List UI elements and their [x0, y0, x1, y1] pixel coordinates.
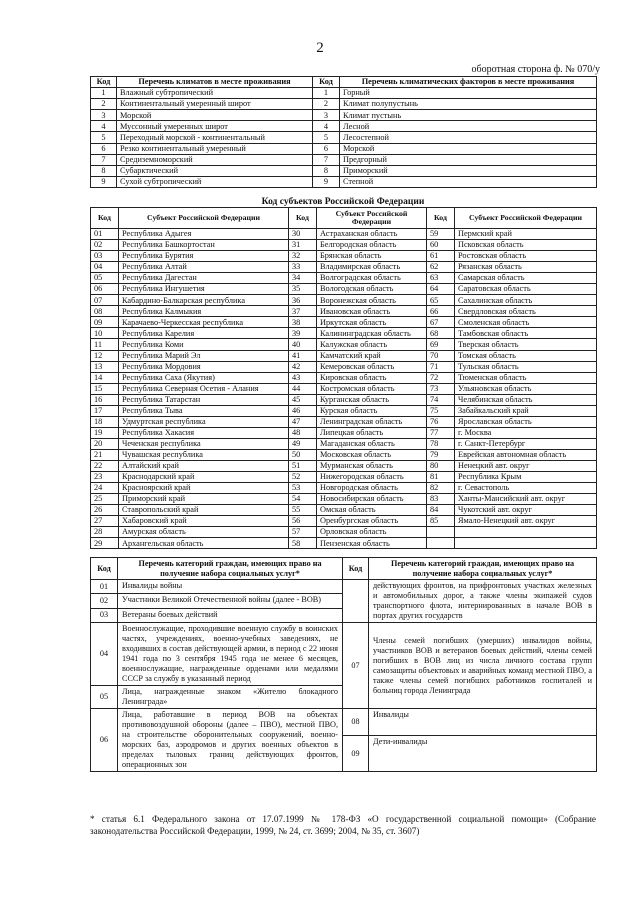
- climate-code: 9: [91, 176, 117, 187]
- subject-code: 24: [91, 483, 119, 494]
- climate-code: 7: [91, 154, 117, 165]
- climate-name: Континентальный умеренный широт: [117, 99, 313, 110]
- category-code: 07: [343, 623, 369, 709]
- subject-name: Амурская область: [119, 527, 289, 538]
- subject-code: 21: [91, 449, 119, 460]
- climate-code: 4: [91, 121, 117, 132]
- subject-code: 44: [289, 383, 317, 394]
- subject-code: 81: [427, 472, 455, 483]
- subject-name: Саратовская область: [455, 284, 597, 295]
- category-code: 09: [343, 736, 369, 772]
- climate-row: [91, 121, 597, 132]
- categories-header-row: [91, 558, 597, 580]
- subject-name: Тульская область: [455, 361, 597, 372]
- subject-name: Курганская область: [317, 394, 427, 405]
- subject-code: 42: [289, 361, 317, 372]
- subject-code: 62: [427, 262, 455, 273]
- category-code: 06: [91, 709, 118, 772]
- subject-code: 40: [289, 339, 317, 350]
- subject-name: Красноярский край: [119, 483, 289, 494]
- factor-code-header: Код: [313, 77, 340, 88]
- category-text-continuation: действующих фронтов, на прифронтовых участках железных и автомобильных дорог, а также члены экипажей судов транспортного флота, интернированных в начале ВОВ в портах других государств: [369, 580, 597, 623]
- category-list-header: Перечень категорий граждан, имеющих право на получение набора социальных услуг*: [369, 558, 597, 580]
- subject-name: Чеченская республика: [119, 438, 289, 449]
- climate-name: Субарктический: [117, 165, 313, 176]
- climate-code: 8: [91, 165, 117, 176]
- category-text: Ветераны боевых действий: [118, 608, 343, 622]
- factor-name: Морской: [340, 143, 597, 154]
- subject-code: 58: [289, 538, 317, 549]
- subject-code: 33: [289, 262, 317, 273]
- subject-code: 74: [427, 394, 455, 405]
- subject-name: Астраханская область: [317, 229, 427, 240]
- page-number: 2: [316, 40, 324, 56]
- subject-name: Республика Хакасия: [119, 427, 289, 438]
- subject-name: Свердловская область: [455, 306, 597, 317]
- subject-name: Забайкальский край: [455, 405, 597, 416]
- climate-row: [91, 99, 597, 110]
- subject-name: [455, 538, 597, 549]
- subject-name: Иркутская область: [317, 317, 427, 328]
- subject-code: 23: [91, 472, 119, 483]
- climate-row: [91, 132, 597, 143]
- subject-row: [91, 350, 597, 361]
- subject-name: Ненецкий авт. округ: [455, 460, 597, 471]
- category-list-header: Перечень категорий граждан, имеющих право на получение набора социальных услуг*: [118, 558, 343, 580]
- subject-code: 83: [427, 494, 455, 505]
- category-code: 04: [91, 623, 118, 686]
- subject-name: Кабардино-Балкарская республика: [119, 295, 289, 306]
- subject-name: Краснодарский край: [119, 472, 289, 483]
- subject-code: 13: [91, 361, 119, 372]
- subject-code: 66: [427, 306, 455, 317]
- subject-code: 14: [91, 372, 119, 383]
- subject-name: Республика Алтай: [119, 262, 289, 273]
- subject-name-header: Субъект Российской Федерации: [317, 208, 427, 229]
- subject-code: 15: [91, 383, 119, 394]
- subject-code: 59: [427, 229, 455, 240]
- subject-code: 65: [427, 295, 455, 306]
- subject-code: 25: [91, 494, 119, 505]
- subject-code: 17: [91, 405, 119, 416]
- category-row: [91, 623, 597, 686]
- subject-code: 07: [91, 295, 119, 306]
- climate-name: Средиземноморский: [117, 154, 313, 165]
- subject-name: Карачаево-Черкесская республика: [119, 317, 289, 328]
- footnote: * статья 6.1 Федерального закона от 17.07.1999 № 178-ФЗ «О государственной социальной помощи» (Собрание законодательства Российской Федерации, 1999, № 24, ст. 3699; 2004, № 35, ст. 3607): [90, 814, 596, 836]
- climate-code: 5: [91, 132, 117, 143]
- subject-code: 70: [427, 350, 455, 361]
- category-text: Лица, работавшие в период ВОВ на объектах противовоздушной обороны (далее – ПВО), местной ПВО, на строительстве оборонительных сооружений, военно-морских баз, аэродромов и других военных объектов в пределах тыловых границ действующих фронтов, операционных зон: [118, 709, 343, 772]
- subject-code: 55: [289, 505, 317, 516]
- subject-code: [427, 527, 455, 538]
- subject-code: 03: [91, 251, 119, 262]
- subject-name: Ставропольский край: [119, 505, 289, 516]
- subject-row: [91, 262, 597, 273]
- factor-code: 6: [313, 143, 340, 154]
- subject-row: [91, 472, 597, 483]
- subject-name: Приморский край: [119, 494, 289, 505]
- subject-name: Республика Башкортостан: [119, 240, 289, 251]
- climate-code-header: Код: [91, 77, 117, 88]
- subject-code: 26: [91, 505, 119, 516]
- subject-code: 64: [427, 284, 455, 295]
- subject-code: 73: [427, 383, 455, 394]
- subject-row: [91, 306, 597, 317]
- subject-code: 29: [91, 538, 119, 549]
- subject-row: [91, 527, 597, 538]
- subject-name: Республика Северная Осетия - Алания: [119, 383, 289, 394]
- subject-code: 08: [91, 306, 119, 317]
- factor-code: 1: [313, 88, 340, 99]
- subject-name: Смоленская область: [455, 317, 597, 328]
- subject-code: 41: [289, 350, 317, 361]
- subject-name: Воронежская область: [317, 295, 427, 306]
- factor-name: Приморский: [340, 165, 597, 176]
- climate-name: Сухой субтропический: [117, 176, 313, 187]
- subject-code: 54: [289, 494, 317, 505]
- subject-code: 84: [427, 505, 455, 516]
- subject-name: Республика Татарстан: [119, 394, 289, 405]
- subject-row: [91, 295, 597, 306]
- subject-code: 50: [289, 449, 317, 460]
- climate-row: [91, 165, 597, 176]
- subject-name: Новгородская область: [317, 483, 427, 494]
- climate-name: Переходный морской - континентальный: [117, 132, 313, 143]
- subject-name: Московская область: [317, 449, 427, 460]
- climate-code: 6: [91, 143, 117, 154]
- subject-code: 56: [289, 516, 317, 527]
- subject-name: Калужская область: [317, 339, 427, 350]
- subject-code: 78: [427, 438, 455, 449]
- subject-name: Ханты-Мансийский авт. округ: [455, 494, 597, 505]
- subject-name: Ульяновская область: [455, 383, 597, 394]
- category-text: Инвалиды: [369, 709, 597, 736]
- subject-code: 63: [427, 273, 455, 284]
- subject-name: Республика Марий Эл: [119, 350, 289, 361]
- subject-name: г. Санкт-Петербург: [455, 438, 597, 449]
- subject-name: Алтайский край: [119, 460, 289, 471]
- subject-code: 69: [427, 339, 455, 350]
- category-text: Члены семей погибших (умерших) инвалидов войны, участников ВОВ и ветеранов боевых действий, члены семей погибших в ВОВ лиц из числа личного состава групп самозащиты объектовых и аварийных команд местной ПВО, а также члены семей погибших работников госпиталей и больниц города Ленинграда: [369, 623, 597, 709]
- subject-code: 43: [289, 372, 317, 383]
- subject-code: 61: [427, 251, 455, 262]
- subject-name: Нижегородская область: [317, 472, 427, 483]
- climate-row: [91, 176, 597, 187]
- climate-row: [91, 154, 597, 165]
- factor-name: Лесостепной: [340, 132, 597, 143]
- category-text: Военнослужащие, проходившие военную службу в воинских частях, учреждениях, военно-учебных заведениях, не входивших в состав действующей армии, в период с 22 июня 1941 года по 3 сентября 1945 года не менее 6 месяцев, военнослужащие, награжденные орденами или медалями СССР за службу в указанный период: [118, 623, 343, 686]
- subject-name: [455, 527, 597, 538]
- subject-code: 75: [427, 405, 455, 416]
- category-code-header: Код: [343, 558, 369, 580]
- subject-code: 06: [91, 284, 119, 295]
- subject-name: Орловская область: [317, 527, 427, 538]
- factor-code: 3: [313, 110, 340, 121]
- subject-name: Белгородская область: [317, 240, 427, 251]
- factor-code: 4: [313, 121, 340, 132]
- factor-name: Климат полупустынь: [340, 99, 597, 110]
- subject-row: [91, 416, 597, 427]
- subject-name: Сахалинская область: [455, 295, 597, 306]
- subject-code: 27: [91, 516, 119, 527]
- subject-code: 01: [91, 229, 119, 240]
- factor-code: 8: [313, 165, 340, 176]
- subject-code: 19: [91, 427, 119, 438]
- subject-code: 05: [91, 273, 119, 284]
- subject-code: 39: [289, 328, 317, 339]
- category-row: [91, 709, 597, 736]
- subject-code: 60: [427, 240, 455, 251]
- subject-row: [91, 284, 597, 295]
- subject-row: [91, 494, 597, 505]
- subject-name: Республика Дагестан: [119, 273, 289, 284]
- subject-name-header: Субъект Российской Федерации: [119, 208, 289, 229]
- subject-name: Еврейская автономная область: [455, 449, 597, 460]
- subject-name: Чувашская республика: [119, 449, 289, 460]
- subject-name: Республика Калмыкия: [119, 306, 289, 317]
- category-text: Инвалиды войны: [118, 580, 343, 594]
- subject-code: 68: [427, 328, 455, 339]
- subject-code: 32: [289, 251, 317, 262]
- subject-name: Волгоградская область: [317, 273, 427, 284]
- subject-code: 11: [91, 339, 119, 350]
- subject-code: 38: [289, 317, 317, 328]
- subject-code: 30: [289, 229, 317, 240]
- subject-row: [91, 339, 597, 350]
- subject-name: Омская область: [317, 505, 427, 516]
- subject-code: 82: [427, 483, 455, 494]
- subject-name: Ленинградская область: [317, 416, 427, 427]
- climate-name: Резко континентальный умеренный: [117, 143, 313, 154]
- subject-row: [91, 538, 597, 549]
- subject-name: Тверская область: [455, 339, 597, 350]
- subject-row: [91, 394, 597, 405]
- subject-code: 09: [91, 317, 119, 328]
- subject-code: 37: [289, 306, 317, 317]
- subject-code: 76: [427, 416, 455, 427]
- subject-name: Тамбовская область: [455, 328, 597, 339]
- subject-name: Хабаровский край: [119, 516, 289, 527]
- subject-row: [91, 405, 597, 416]
- subject-name: Республика Мордовия: [119, 361, 289, 372]
- subject-name: Вологодская область: [317, 284, 427, 295]
- climate-table: [90, 76, 597, 188]
- climate-name: Влажный субтропический: [117, 88, 313, 99]
- factor-name: Горный: [340, 88, 597, 99]
- subject-name: Челябинская область: [455, 394, 597, 405]
- subject-code: 12: [91, 350, 119, 361]
- factor-list-header: Перечень климатических факторов в месте проживания: [340, 77, 597, 88]
- factor-code: 2: [313, 99, 340, 110]
- category-code: 01: [91, 580, 118, 594]
- climate-header-row: [91, 77, 597, 88]
- subject-name: Брянская область: [317, 251, 427, 262]
- subject-code: 31: [289, 240, 317, 251]
- subject-name: Ямало-Ненецкий авт. округ: [455, 516, 597, 527]
- subject-code: 67: [427, 317, 455, 328]
- factor-name: Степной: [340, 176, 597, 187]
- subject-name: Ярославская область: [455, 416, 597, 427]
- subject-row: [91, 328, 597, 339]
- subject-name: г. Севастополь: [455, 483, 597, 494]
- subject-code: 47: [289, 416, 317, 427]
- climate-code: 2: [91, 99, 117, 110]
- subject-name: Калининградская область: [317, 328, 427, 339]
- subject-name: Мурманская область: [317, 460, 427, 471]
- subject-row: [91, 240, 597, 251]
- subject-name: Республика Саха (Якутия): [119, 372, 289, 383]
- categories-table: [90, 557, 597, 772]
- subject-row: [91, 516, 597, 527]
- subject-name: Кемеровская область: [317, 361, 427, 372]
- climate-row: [91, 110, 597, 121]
- subject-code: 28: [91, 527, 119, 538]
- subject-row: [91, 505, 597, 516]
- subject-code: 04: [91, 262, 119, 273]
- subject-code: 80: [427, 460, 455, 471]
- subject-code: 53: [289, 483, 317, 494]
- subject-name: Костромская область: [317, 383, 427, 394]
- climate-row: [91, 143, 597, 154]
- subject-name: Кировская область: [317, 372, 427, 383]
- factor-code: 5: [313, 132, 340, 143]
- subject-code: 52: [289, 472, 317, 483]
- subject-code-header: Код: [91, 208, 119, 229]
- subject-name: Чукотский авт. округ: [455, 505, 597, 516]
- subject-row: [91, 317, 597, 328]
- category-text: Дети-инвалиды: [369, 736, 597, 772]
- subject-name: Республика Бурятия: [119, 251, 289, 262]
- climate-table-body: [91, 88, 597, 188]
- subject-name: Республика Тыва: [119, 405, 289, 416]
- category-code: 03: [91, 608, 118, 622]
- subject-code: 16: [91, 394, 119, 405]
- subject-code-header: Код: [289, 208, 317, 229]
- factor-code: 9: [313, 176, 340, 187]
- subjects-table: [90, 207, 597, 549]
- subject-name: Камчатский край: [317, 350, 427, 361]
- subject-name: Псковская область: [455, 240, 597, 251]
- category-code-header: Код: [91, 558, 118, 580]
- subject-row: [91, 427, 597, 438]
- subject-code: 02: [91, 240, 119, 251]
- subject-code: 49: [289, 438, 317, 449]
- category-text: Лица, награжденные знаком «Жителю блокадного Ленинграда»: [118, 686, 343, 709]
- subject-name-header: Субъект Российской Федерации: [455, 208, 597, 229]
- subject-name: Республика Адыгея: [119, 229, 289, 240]
- subject-name: Ивановская область: [317, 306, 427, 317]
- subject-code: 46: [289, 405, 317, 416]
- subject-name: Новосибирская область: [317, 494, 427, 505]
- subject-code: 51: [289, 460, 317, 471]
- subject-name: Томская область: [455, 350, 597, 361]
- factor-code: 7: [313, 154, 340, 165]
- subject-row: [91, 460, 597, 471]
- subject-name: Удмуртская республика: [119, 416, 289, 427]
- subject-code: 34: [289, 273, 317, 284]
- climate-code: 1: [91, 88, 117, 99]
- subject-name: Ростовская область: [455, 251, 597, 262]
- subjects-header-row: [91, 208, 597, 229]
- subject-code: 18: [91, 416, 119, 427]
- subject-name: Пензенская область: [317, 538, 427, 549]
- subjects-title: Код субъектов Российской Федерации: [261, 197, 425, 207]
- factor-name: Предгорный: [340, 154, 597, 165]
- factor-name: Лесной: [340, 121, 597, 132]
- subject-name: Липецкая область: [317, 427, 427, 438]
- category-code: 05: [91, 686, 118, 709]
- subject-code: [427, 538, 455, 549]
- subject-name: Магаданская область: [317, 438, 427, 449]
- climate-name: Морской: [117, 110, 313, 121]
- subject-name: Республика Крым: [455, 472, 597, 483]
- subject-code: 22: [91, 460, 119, 471]
- subject-row: [91, 229, 597, 240]
- climate-name: Муссонный умеренных широт: [117, 121, 313, 132]
- subject-code: 35: [289, 284, 317, 295]
- subject-row: [91, 251, 597, 262]
- subject-code: 79: [427, 449, 455, 460]
- subject-code: 57: [289, 527, 317, 538]
- subject-name: Республика Коми: [119, 339, 289, 350]
- form-side-note: оборотная сторона ф. № 070/у: [471, 64, 600, 75]
- subject-name: Самарская область: [455, 273, 597, 284]
- subject-row: [91, 483, 597, 494]
- subjects-table-body: [91, 229, 597, 549]
- subject-name: Тюменская область: [455, 372, 597, 383]
- subject-name: Республика Карелия: [119, 328, 289, 339]
- subject-code: 72: [427, 372, 455, 383]
- subject-name: Владимирская область: [317, 262, 427, 273]
- factor-name: Климат пустынь: [340, 110, 597, 121]
- subject-row: [91, 449, 597, 460]
- subject-code: 45: [289, 394, 317, 405]
- category-row: [91, 580, 597, 594]
- subject-name: Пермский край: [455, 229, 597, 240]
- subject-code: 71: [427, 361, 455, 372]
- subject-code: 48: [289, 427, 317, 438]
- category-code: 08: [343, 709, 369, 736]
- subject-row: [91, 383, 597, 394]
- category-code: [343, 580, 369, 623]
- climate-code: 3: [91, 110, 117, 121]
- subject-name: Рязанская область: [455, 262, 597, 273]
- subject-row: [91, 273, 597, 284]
- climate-list-header: Перечень климатов в месте проживания: [117, 77, 313, 88]
- subject-row: [91, 372, 597, 383]
- subject-name: г. Москва: [455, 427, 597, 438]
- category-code: 02: [91, 594, 118, 608]
- subject-code: 10: [91, 328, 119, 339]
- category-text: Участники Великой Отечественной войны (далее - ВОВ): [118, 594, 343, 608]
- subject-name: Курская область: [317, 405, 427, 416]
- subject-code: 77: [427, 427, 455, 438]
- climate-row: [91, 88, 597, 99]
- subject-code: 36: [289, 295, 317, 306]
- subject-code: 20: [91, 438, 119, 449]
- subject-row: [91, 361, 597, 372]
- subject-name: Оренбургская область: [317, 516, 427, 527]
- subject-name: Архангельская область: [119, 538, 289, 549]
- subject-name: Республика Ингушетия: [119, 284, 289, 295]
- subject-code: 85: [427, 516, 455, 527]
- subject-row: [91, 438, 597, 449]
- subject-code-header: Код: [427, 208, 455, 229]
